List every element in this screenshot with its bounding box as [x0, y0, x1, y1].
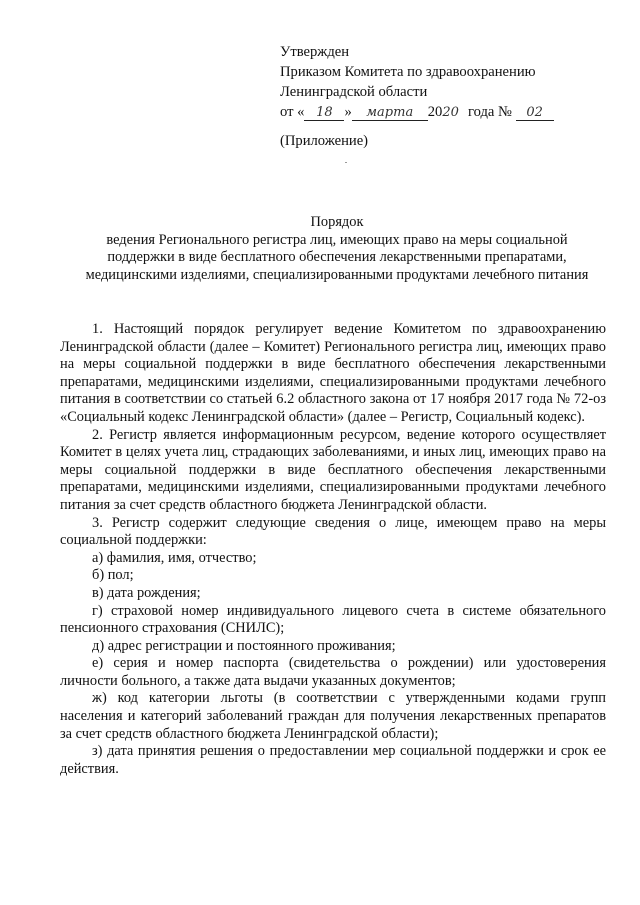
- document-title: [82, 214, 592, 284]
- date-prefix: от «: [280, 104, 305, 120]
- list-item-g: г) страховой номер индивидуального лицевого счета в системе обязательного пенсионного страхования (СНИЛС);: [60, 602, 606, 637]
- approval-line-approved: Утвержден: [280, 44, 350, 60]
- scan-speck: [345, 162, 347, 163]
- handwritten-number: 02: [516, 106, 554, 121]
- paragraph-3: 3. Регистр содержит следующие сведения о лице, имеющем право на меры социальной поддержки:: [60, 514, 606, 549]
- handwritten-day: 18: [304, 106, 344, 121]
- approval-line-region: Ленинградской области: [280, 84, 428, 100]
- approval-stamp: [280, 42, 600, 122]
- appendix-label: (Приложение): [280, 133, 369, 149]
- list-item-e: е) серия и номер паспорта (свидетельства о рождении) или удостоверения личности больного, а также дата выдачи указанных документов;: [60, 655, 606, 689]
- list-item-zh: ж) код категории льготы (в соответствии с утвержденными кодами групп населения и категорий заболеваний граждан для получения лекарственных препаратов за счет средств областного бюджета Ленинградской области);: [60, 690, 606, 742]
- document-body: [60, 321, 606, 778]
- list-item-a: а) фамилия, имя, отчество;: [92, 549, 257, 566]
- title-heading: Порядок: [310, 214, 364, 230]
- list-item-z: з) дата принятия решения о предоставлении мер социальной поддержки и срок ее действия.: [60, 743, 606, 777]
- handwritten-year: 20: [442, 105, 459, 120]
- paragraph-1: 1. Настоящий порядок регулирует ведение Комитетом по здравоохранению Ленинградской области (далее – Комитет) Регионального регистра лиц, имеющих право на меры социальной поддержки в виде бесплатного обеспечения лекарственными препаратами, медицинскими изделиями, специализированными продуктами лечебного питания в соответствии со статьей 6.2 областного закона от 17 ноября 2017 года № 72-оз «Социальный кодекс Ленинградской области» (далее – Регистр, Социальный кодекс).: [60, 321, 606, 425]
- paragraph-2: 2. Регистр является информационным ресурсом, ведение которого осуществляет Комитет в целях учета лиц, страдающих заболеваниями, и иных лиц, имеющих право на меры социальной поддержки в виде бесплатного обеспечения лекарственными препаратами, медицинскими изделиями, специализированными продуктами лечебного питания за счет средств областного бюджета Ленинградской области.: [60, 426, 606, 513]
- approval-date-line: [280, 102, 600, 122]
- list-item-b: б) пол;: [92, 567, 134, 584]
- year-prefix: 20: [427, 104, 443, 120]
- approval-line-order: Приказом Комитета по здравоохранению: [280, 64, 536, 80]
- number-label: года №: [464, 104, 512, 120]
- list-item-v: в) дата рождения;: [92, 584, 201, 601]
- handwritten-month: марта: [352, 106, 428, 121]
- list-item-d: д) адрес регистрации и постоянного проживания;: [92, 637, 396, 654]
- title-subtitle: ведения Регионального регистра лиц, имеющих право на меры социальной поддержки в виде бесплатного обеспечения лекарственными препаратами, медицинскими изделиями, специализированными продуктами лечебного питания: [85, 231, 589, 283]
- date-mid: »: [344, 104, 352, 120]
